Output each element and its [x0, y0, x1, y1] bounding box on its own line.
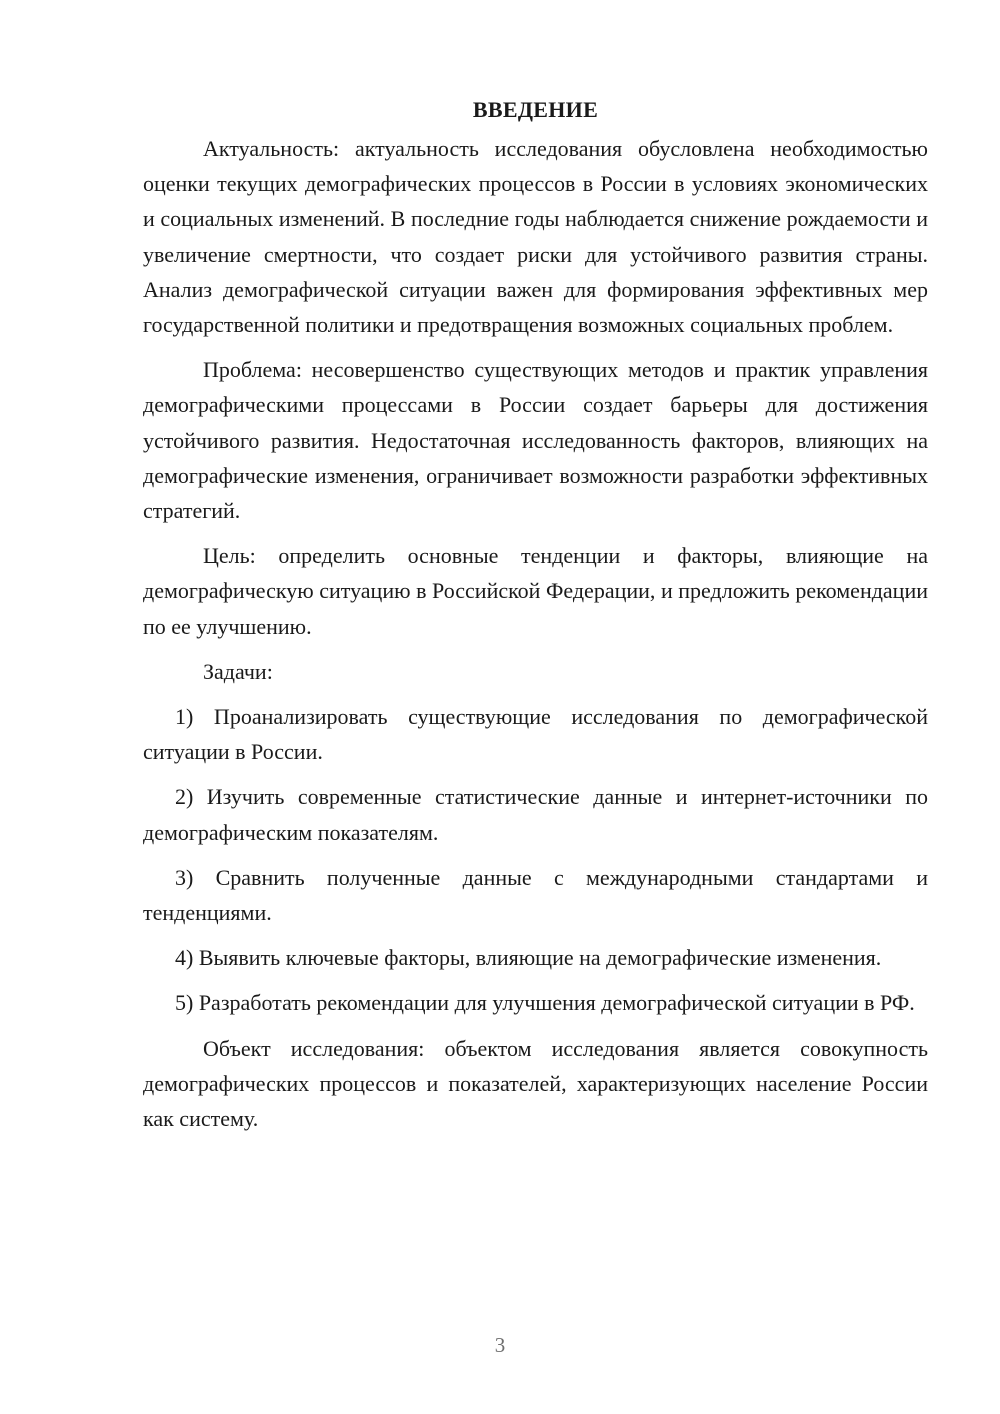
problem-paragraph: Проблема: несовершенство существующих методов и практик управления демографическими процессами в России создает барьеры для достижения устойчивого развития. Недостаточная исследованность факторов, влияющих на демографические изменения, ограничивает возможности разработки эффективных стратегий.: [143, 357, 928, 524]
task-item: 2) Изучить современные статистические данные и интернет-источники по демографическим показателям.: [143, 784, 928, 845]
page-number: 3: [494, 1333, 506, 1357]
tasks-list: [143, 699, 928, 1021]
document-page: [143, 92, 928, 1136]
task-item: 5) Разработать рекомендации для улучшения демографической ситуации в РФ.: [175, 990, 915, 1016]
section-title: ВВЕДЕНИЕ: [472, 97, 599, 122]
relevance-paragraph: Актуальность: актуальность исследования обусловлена необходимостью оценки текущих демографических процессов в России в условиях экономических и социальных изменений. В последние годы наблюдается снижение рождаемости и увеличение смертности, что создает риски для устойчивого развития страны. Анализ демографической ситуации важен для формирования эффективных мер государственной политики и предотвращения возможных социальных проблем.: [143, 136, 928, 338]
goal-paragraph: Цель: определить основные тенденции и факторы, влияющие на демографическую ситуацию в Российской Федерации, и предложить рекомендации по ее улучшению.: [143, 543, 928, 639]
tasks-heading: Задачи:: [203, 658, 273, 684]
task-item: 3) Сравнить полученные данные с международными стандартами и тенденциями.: [143, 864, 928, 926]
task-item: 4) Выявить ключевые факторы, влияющие на демографические изменения.: [175, 945, 882, 971]
task-item: 1) Проанализировать существующие исследования по демографической ситуации в России.: [143, 704, 928, 765]
object-paragraph: Объект исследования: объектом исследования является совокупность демографических процессов и показателей, характеризующих население России как систему.: [143, 1035, 928, 1132]
